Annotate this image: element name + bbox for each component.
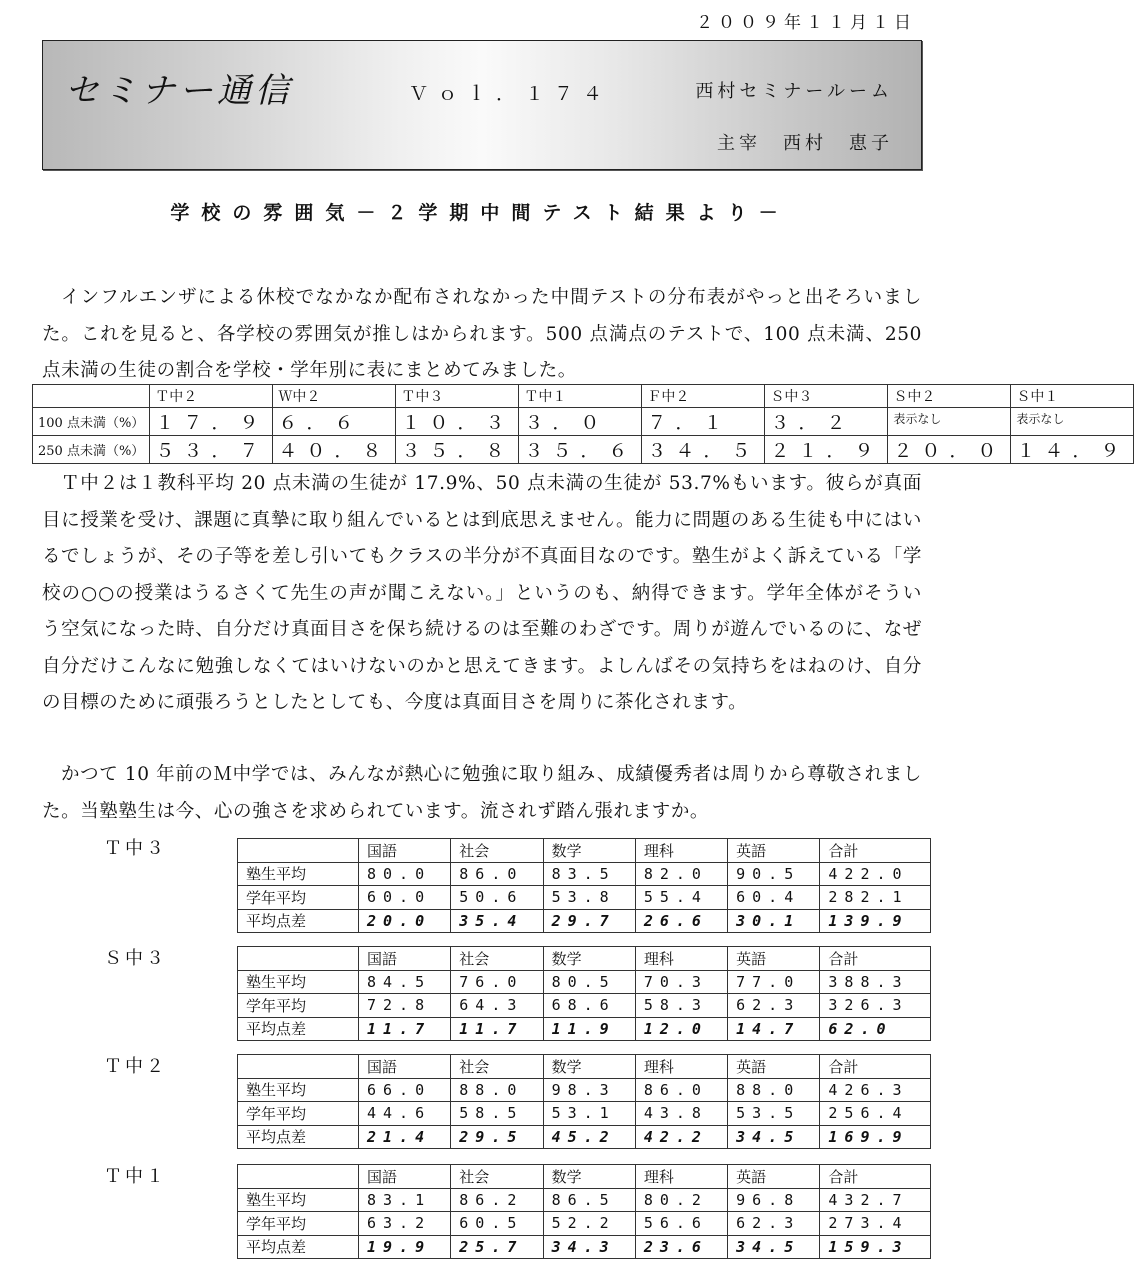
summary-cell: 表示なし (888, 408, 1011, 436)
article-headline: 学校の雰囲気－２学期中間テスト結果より－ (170, 202, 790, 224)
score-cell: 273.4 (820, 1212, 931, 1236)
subject-header: 数学 (543, 1055, 635, 1079)
score-cell: 169.9 (820, 1125, 931, 1149)
subject-header: 理科 (635, 839, 727, 863)
score-corner-cell (238, 947, 359, 971)
score-cell: 56.6 (635, 1212, 727, 1236)
newsletter-title: セミナー通信 (65, 71, 293, 111)
score-row-label: 塾生平均 (238, 862, 359, 886)
score-row (238, 862, 931, 886)
score-cell: 83.5 (543, 862, 635, 886)
summary-cell: １０．３ (396, 408, 519, 436)
score-row-label: 平均点差 (238, 909, 359, 933)
summary-cell: ３４．５ (642, 436, 765, 464)
score-cell: 426.3 (820, 1078, 931, 1102)
score-corner-cell (238, 1165, 359, 1189)
score-cell: 70.3 (635, 970, 727, 994)
summary-cell: ７．１ (642, 408, 765, 436)
school-label: Ｔ中３ (104, 838, 167, 859)
score-table (237, 1164, 931, 1259)
score-cell: 90.5 (728, 862, 820, 886)
score-cell: 34.3 (543, 1235, 635, 1259)
summary-col-header: Ｆ中２ (642, 385, 765, 408)
school-label: Ｓ中３ (104, 948, 167, 969)
score-cell: 60.4 (728, 886, 820, 910)
score-row (238, 1017, 931, 1041)
subject-header: 英語 (728, 1165, 820, 1189)
score-cell: 14.7 (728, 1017, 820, 1041)
score-cell: 42.2 (635, 1125, 727, 1149)
score-corner-cell (238, 1055, 359, 1079)
score-cell: 60.5 (451, 1212, 543, 1236)
subject-header: 合計 (820, 947, 931, 971)
subject-header: 英語 (728, 839, 820, 863)
summary-cell: ５３．７ (150, 436, 273, 464)
summary-corner-cell (33, 385, 150, 408)
score-row-label: 学年平均 (238, 1212, 359, 1236)
analysis-paragraph: Ｔ中２は１教科平均 20 点未満の生徒が 17.9%、50 点未満の生徒が 53.7%もいます。彼らが真面目に授業を受け、課題に真摯に取り組んでいるとは到底思えません。能力に問題のある生徒も中にはいるでしょうが、その子等を差し引いてもクラスの半分が不真面目なのです。塾生がよく訴えている「学校の○○の授業はうるさくて先生の声が聞こえない。」というのも、納得できます。学年全体がそういう空気になった時、自分だけ真面目さを保ち続けるのは至難のわざです。周りが遊んでいるのに、なぜ自分だけこんなに勉強しなくてはいけないのかと思えてきます。よしんばその気持ちをはねのけ、自分の目標のために頑張ろうとしたとしても、今度は真面目さを周りに茶化されます。 (42, 473, 922, 713)
summary-cell: ３．０ (519, 408, 642, 436)
score-row (238, 1212, 931, 1236)
score-corner-cell (238, 839, 359, 863)
score-cell: 86.0 (635, 1078, 727, 1102)
score-cell: 25.7 (451, 1235, 543, 1259)
score-row (238, 909, 931, 933)
subject-header: 理科 (635, 947, 727, 971)
score-cell: 82.0 (635, 862, 727, 886)
subject-header: 英語 (728, 947, 820, 971)
score-row-label: 学年平均 (238, 994, 359, 1018)
summary-col-header: Ｗ中２ (273, 385, 396, 408)
score-cell: 29.7 (543, 909, 635, 933)
subject-header: 国語 (359, 947, 451, 971)
score-cell: 159.3 (820, 1235, 931, 1259)
score-header-row (238, 1055, 931, 1079)
summary-col-header: Ｓ中３ (765, 385, 888, 408)
score-cell: 80.5 (543, 970, 635, 994)
score-cell: 23.6 (635, 1235, 727, 1259)
score-cell: 20.0 (359, 909, 451, 933)
score-cell: 52.2 (543, 1212, 635, 1236)
score-row-label: 平均点差 (238, 1017, 359, 1041)
summary-cell: ２１．９ (765, 436, 888, 464)
score-row-label: 塾生平均 (238, 1188, 359, 1212)
score-cell: 326.3 (820, 994, 931, 1018)
score-cell: 64.3 (451, 994, 543, 1018)
score-row-label: 塾生平均 (238, 1078, 359, 1102)
subject-header: 合計 (820, 839, 931, 863)
score-cell: 76.0 (451, 970, 543, 994)
host-name: 主宰 西村 恵子 (717, 133, 893, 154)
score-cell: 72.8 (359, 994, 451, 1018)
subject-header: 社会 (451, 1055, 543, 1079)
score-cell: 58.5 (451, 1102, 543, 1126)
subject-header: 英語 (728, 1055, 820, 1079)
intro-paragraph: インフルエンザによる休校でなかなか配布されなかった中間テストの分布表がやっと出そろいました。これを見ると、各学校の雰囲気が推しはかられます。500 点満点のテストで、100 点未満、250 点未満の生徒の割合を学校・学年別に表にまとめてみました。 (42, 287, 922, 381)
score-row (238, 1078, 931, 1102)
score-row-label: 平均点差 (238, 1235, 359, 1259)
score-cell: 84.5 (359, 970, 451, 994)
subject-header: 合計 (820, 1055, 931, 1079)
summary-cell: ３５．８ (396, 436, 519, 464)
score-cell: 63.2 (359, 1212, 451, 1236)
score-row (238, 970, 931, 994)
score-table (237, 946, 931, 1041)
subject-header: 社会 (451, 839, 543, 863)
score-cell: 62.3 (728, 1212, 820, 1236)
score-cell: 21.4 (359, 1125, 451, 1149)
score-cell: 60.0 (359, 886, 451, 910)
summary-cell: １７．９ (150, 408, 273, 436)
score-cell: 68.6 (543, 994, 635, 1018)
score-cell: 80.0 (359, 862, 451, 886)
summary-table (32, 384, 1134, 464)
summary-cell: ３５．６ (519, 436, 642, 464)
score-row (238, 1235, 931, 1259)
summary-col-header: Ｓ中２ (888, 385, 1011, 408)
score-row-label: 学年平均 (238, 886, 359, 910)
score-row (238, 994, 931, 1018)
subject-header: 合計 (820, 1165, 931, 1189)
score-cell: 98.3 (543, 1078, 635, 1102)
score-header-row (238, 839, 931, 863)
score-cell: 139.9 (820, 909, 931, 933)
summary-cell: ２０．０ (888, 436, 1011, 464)
score-cell: 86.0 (451, 862, 543, 886)
score-cell: 29.5 (451, 1125, 543, 1149)
score-cell: 53.5 (728, 1102, 820, 1126)
organization-name: 西村セミナールーム (695, 81, 893, 102)
score-cell: 83.1 (359, 1188, 451, 1212)
subject-header: 国語 (359, 839, 451, 863)
summary-row-under-100 (33, 408, 1134, 436)
summary-cell: ３．２ (765, 408, 888, 436)
score-cell: 44.6 (359, 1102, 451, 1126)
score-cell: 55.4 (635, 886, 727, 910)
summary-row-under-250 (33, 436, 1134, 464)
score-row (238, 1125, 931, 1149)
score-cell: 45.2 (543, 1125, 635, 1149)
score-cell: 62.3 (728, 994, 820, 1018)
score-cell: 88.0 (728, 1078, 820, 1102)
score-cell: 66.0 (359, 1078, 451, 1102)
school-label: Ｔ中２ (104, 1056, 167, 1077)
summary-cell: ６．６ (273, 408, 396, 436)
summary-cell: ４０．８ (273, 436, 396, 464)
score-cell: 256.4 (820, 1102, 931, 1126)
score-cell: 26.6 (635, 909, 727, 933)
score-cell: 19.9 (359, 1235, 451, 1259)
score-row-label: 塾生平均 (238, 970, 359, 994)
score-cell: 53.8 (543, 886, 635, 910)
summary-cell: １４．９ (1011, 436, 1134, 464)
subject-header: 社会 (451, 947, 543, 971)
score-table (237, 1054, 931, 1149)
score-cell: 35.4 (451, 909, 543, 933)
score-row-label: 学年平均 (238, 1102, 359, 1126)
subject-header: 数学 (543, 947, 635, 971)
score-cell: 11.7 (451, 1017, 543, 1041)
score-cell: 50.6 (451, 886, 543, 910)
summary-col-header: Ｓ中１ (1011, 385, 1134, 408)
volume-number: Ｖｏｌ．１７４ (409, 83, 613, 105)
score-cell: 62.0 (820, 1017, 931, 1041)
score-cell: 43.8 (635, 1102, 727, 1126)
score-row (238, 1102, 931, 1126)
score-cell: 282.1 (820, 886, 931, 910)
score-cell: 30.1 (728, 909, 820, 933)
summary-row-label: 250 点未満（%） (33, 436, 150, 464)
newsletter-header (42, 40, 922, 170)
summary-col-header: Ｔ中２ (150, 385, 273, 408)
subject-header: 国語 (359, 1055, 451, 1079)
score-cell: 11.7 (359, 1017, 451, 1041)
score-cell: 12.0 (635, 1017, 727, 1041)
subject-header: 数学 (543, 839, 635, 863)
score-row (238, 886, 931, 910)
score-cell: 422.0 (820, 862, 931, 886)
closing-paragraph: かつて 10 年前のＭ中学では、みんなが熱心に勉強に取り組み、成績優秀者は周りから尊敬されました。当塾塾生は今、心の強さを求められています。流されず踏ん張れますか。 (42, 764, 922, 822)
score-header-row (238, 1165, 931, 1189)
score-cell: 34.5 (728, 1235, 820, 1259)
subject-header: 理科 (635, 1165, 727, 1189)
score-cell: 77.0 (728, 970, 820, 994)
score-cell: 11.9 (543, 1017, 635, 1041)
score-cell: 86.2 (451, 1188, 543, 1212)
summary-header-row (33, 385, 1134, 408)
summary-col-header: Ｔ中３ (396, 385, 519, 408)
score-cell: 86.5 (543, 1188, 635, 1212)
score-row-label: 平均点差 (238, 1125, 359, 1149)
score-cell: 432.7 (820, 1188, 931, 1212)
score-row (238, 1188, 931, 1212)
score-cell: 80.2 (635, 1188, 727, 1212)
score-cell: 96.8 (728, 1188, 820, 1212)
score-cell: 388.3 (820, 970, 931, 994)
score-cell: 53.1 (543, 1102, 635, 1126)
score-header-row (238, 947, 931, 971)
score-cell: 34.5 (728, 1125, 820, 1149)
school-label: Ｔ中１ (104, 1166, 167, 1187)
score-cell: 88.0 (451, 1078, 543, 1102)
summary-cell: 表示なし (1011, 408, 1134, 436)
score-cell: 58.3 (635, 994, 727, 1018)
subject-header: 理科 (635, 1055, 727, 1079)
summary-row-label: 100 点未満（%） (33, 408, 150, 436)
score-table (237, 838, 931, 933)
subject-header: 数学 (543, 1165, 635, 1189)
subject-header: 社会 (451, 1165, 543, 1189)
subject-header: 国語 (359, 1165, 451, 1189)
summary-col-header: Ｔ中１ (519, 385, 642, 408)
issue-date: ２００９年１１月１日 (696, 13, 916, 33)
